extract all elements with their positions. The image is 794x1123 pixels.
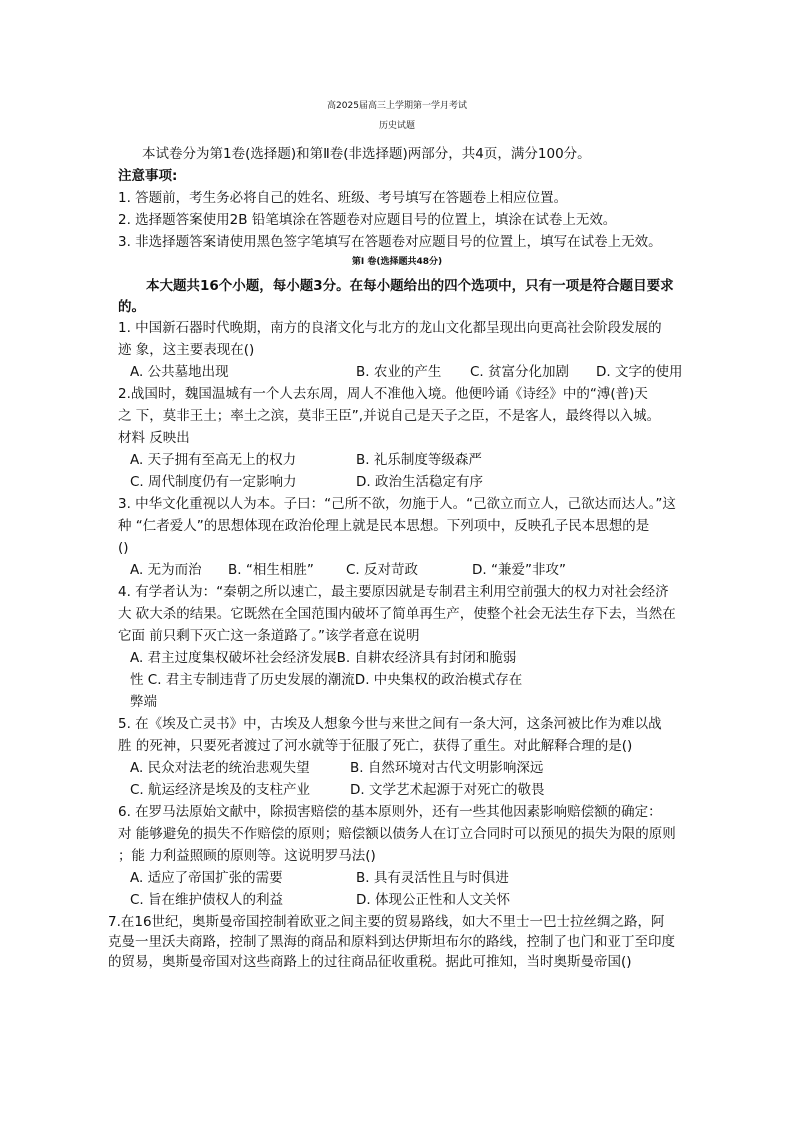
option-d: D. 政治生活稳定有序 (356, 474, 483, 490)
question-stem: 迹 象，这主要表现在() (118, 342, 255, 358)
option-d: D. 文字的使用 (596, 364, 683, 380)
option-a: A. 天子拥有至高无上的权力 (130, 452, 297, 468)
section-title: 第Ⅰ 卷(选择题共48分) (351, 257, 443, 267)
question-stem: 对 能够避免的损失不作赔偿的原则；赔偿额以债务人在订立合同时可以预见的损失为限的原则 (118, 826, 676, 842)
question-stem: 之 下，莫非王土；率土之滨，莫非王臣”,并说自己是天子之臣，不是客人，最终得以入城。 (118, 408, 661, 424)
section-instruction: 本大题共16个小题，每小题3分。在每小题给出的四个选项中，只有一项是符合题目要求 (146, 278, 674, 294)
question-stem: 大 砍大杀的结果。它既然在全国范围内破坏了简单再生产，使整个社会无法生存下去，当然在 (118, 606, 676, 622)
notice-title: 注意事项: (118, 168, 178, 184)
question-stem: 4. 有学者认为：“秦朝之所以速亡，最主要原因就是专制君主利用空前强大的权力对社会经济 (118, 584, 669, 600)
question-stem: 材料 反映出 (118, 430, 190, 446)
question-stem: 种 “仁者爱人”的思想体现在政治伦理上就是民本思想。下列项中，反映孔子民本思想的是 (118, 518, 650, 534)
option-b: B. 具有灵活性且与时俱进 (356, 870, 509, 886)
question-stem: 的贸易，奥斯曼帝国对这些商路上的过往商品征收重税。据此可推知，当时奥斯曼帝国() (108, 954, 632, 970)
option-line: A. 君主过度集权破坏社会经济发展B. 自耕农经济具有封闭和脆弱 (130, 650, 517, 666)
option-c: C. 旨在维护债权人的利益 (130, 892, 284, 908)
option-d: D. “兼爱”非攻” (472, 562, 566, 578)
option-b: B. 自然环境对古代文明影响深远 (350, 760, 544, 776)
option-c: C. 贫富分化加剧 (470, 364, 570, 380)
notice-item: 2. 选择题答案使用2B 铅笔填涂在答题卷对应题目号的位置上，填涂在试卷上无效。 (118, 212, 617, 228)
option-line: 弊端 (130, 694, 157, 710)
option-b: B. 礼乐制度等级森严 (356, 452, 482, 468)
option-b: B. 农业的产生 (356, 364, 442, 380)
question-stem: 2.战国时，魏国温城有一个人去东周，周人不准他入境。他便吟诵《诗经》中的“溥(普)天 (118, 386, 648, 402)
exam-subject: 历史试题 (378, 121, 415, 131)
option-c: C. 航运经济是埃及的支柱产业 (130, 782, 311, 798)
option-a: A. 无为而治 (130, 562, 202, 578)
option-line: 性 C. 君主专制违背了历史发展的潮流D. 中央集权的政治模式存在 (130, 672, 523, 688)
question-stem: 克曼一里沃夫商路，控制了黑海的商品和原料到达伊斯坦布尔的路线，控制了也门和亚丁至印度 (108, 934, 675, 950)
exam-title: 高2025届高三上学期第一学月考试 (327, 101, 467, 111)
notice-item: 1. 答题前，考生务必将自己的姓名、班级、考号填写在答题卷上相应位置。 (118, 190, 568, 206)
option-d: D. 文学艺术起源于对死亡的敬畏 (350, 782, 545, 798)
section-instruction: 的。 (118, 299, 145, 315)
option-d: D. 体现公正性和人文关怀 (356, 892, 510, 908)
option-a: A. 民众对法老的统治悲观失望 (130, 760, 310, 776)
option-c: C. 周代制度仍有一定影响力 (130, 474, 297, 490)
notice-item: 3. 非选择题答案请使用黑色签字笔填写在答题卷对应题目号的位置上，填写在试卷上无效。 (118, 234, 662, 250)
option-b: B. “相生相胜” (228, 562, 314, 578)
question-stem: 6. 在罗马法原始文献中，除损害赔偿的基本原则外，还有一些其他因素影响赔偿额的确定： (118, 804, 662, 820)
question-stem: () (118, 540, 129, 556)
question-stem: 它面 前只剩下灭亡这一条道路了。”该学者意在说明 (118, 628, 420, 644)
option-a: A. 适应了帝国扩张的需要 (130, 870, 283, 886)
option-a: A. 公共墓地出现 (130, 364, 229, 380)
question-stem: 1. 中国新石器时代晚期，南方的良渚文化与北方的龙山文化都呈现出向更高社会阶段发展的 (118, 320, 662, 336)
question-stem: ；能 力利益照顾的原则等。这说明罗马法() (118, 848, 376, 864)
option-c: C. 反对苛政 (346, 562, 419, 578)
question-stem: 3. 中华文化重视以人为本。子曰：“己所不欲，勿施于人。“己欲立而立人，己欲达而达人。”这 (118, 496, 676, 512)
question-stem: 5. 在《埃及亡灵书》中，古埃及人想象今世与来世之间有一条大河，这条河被比作为难以战 (118, 716, 662, 732)
question-stem: 胜 的死神，只要死者渡过了河水就等于征服了死亡，获得了重生。对此解释合理的是() (118, 738, 633, 754)
question-stem: 7.在16世纪，奥斯曼帝国控制着欧亚之间主要的贸易路线，如大不里士一巴士拉丝绸之路，阿 (108, 914, 665, 930)
intro-line: 本试卷分为第1卷(选择题)和第Ⅱ卷(非选择题)两部分，共4页，满分100分。 (142, 146, 591, 162)
